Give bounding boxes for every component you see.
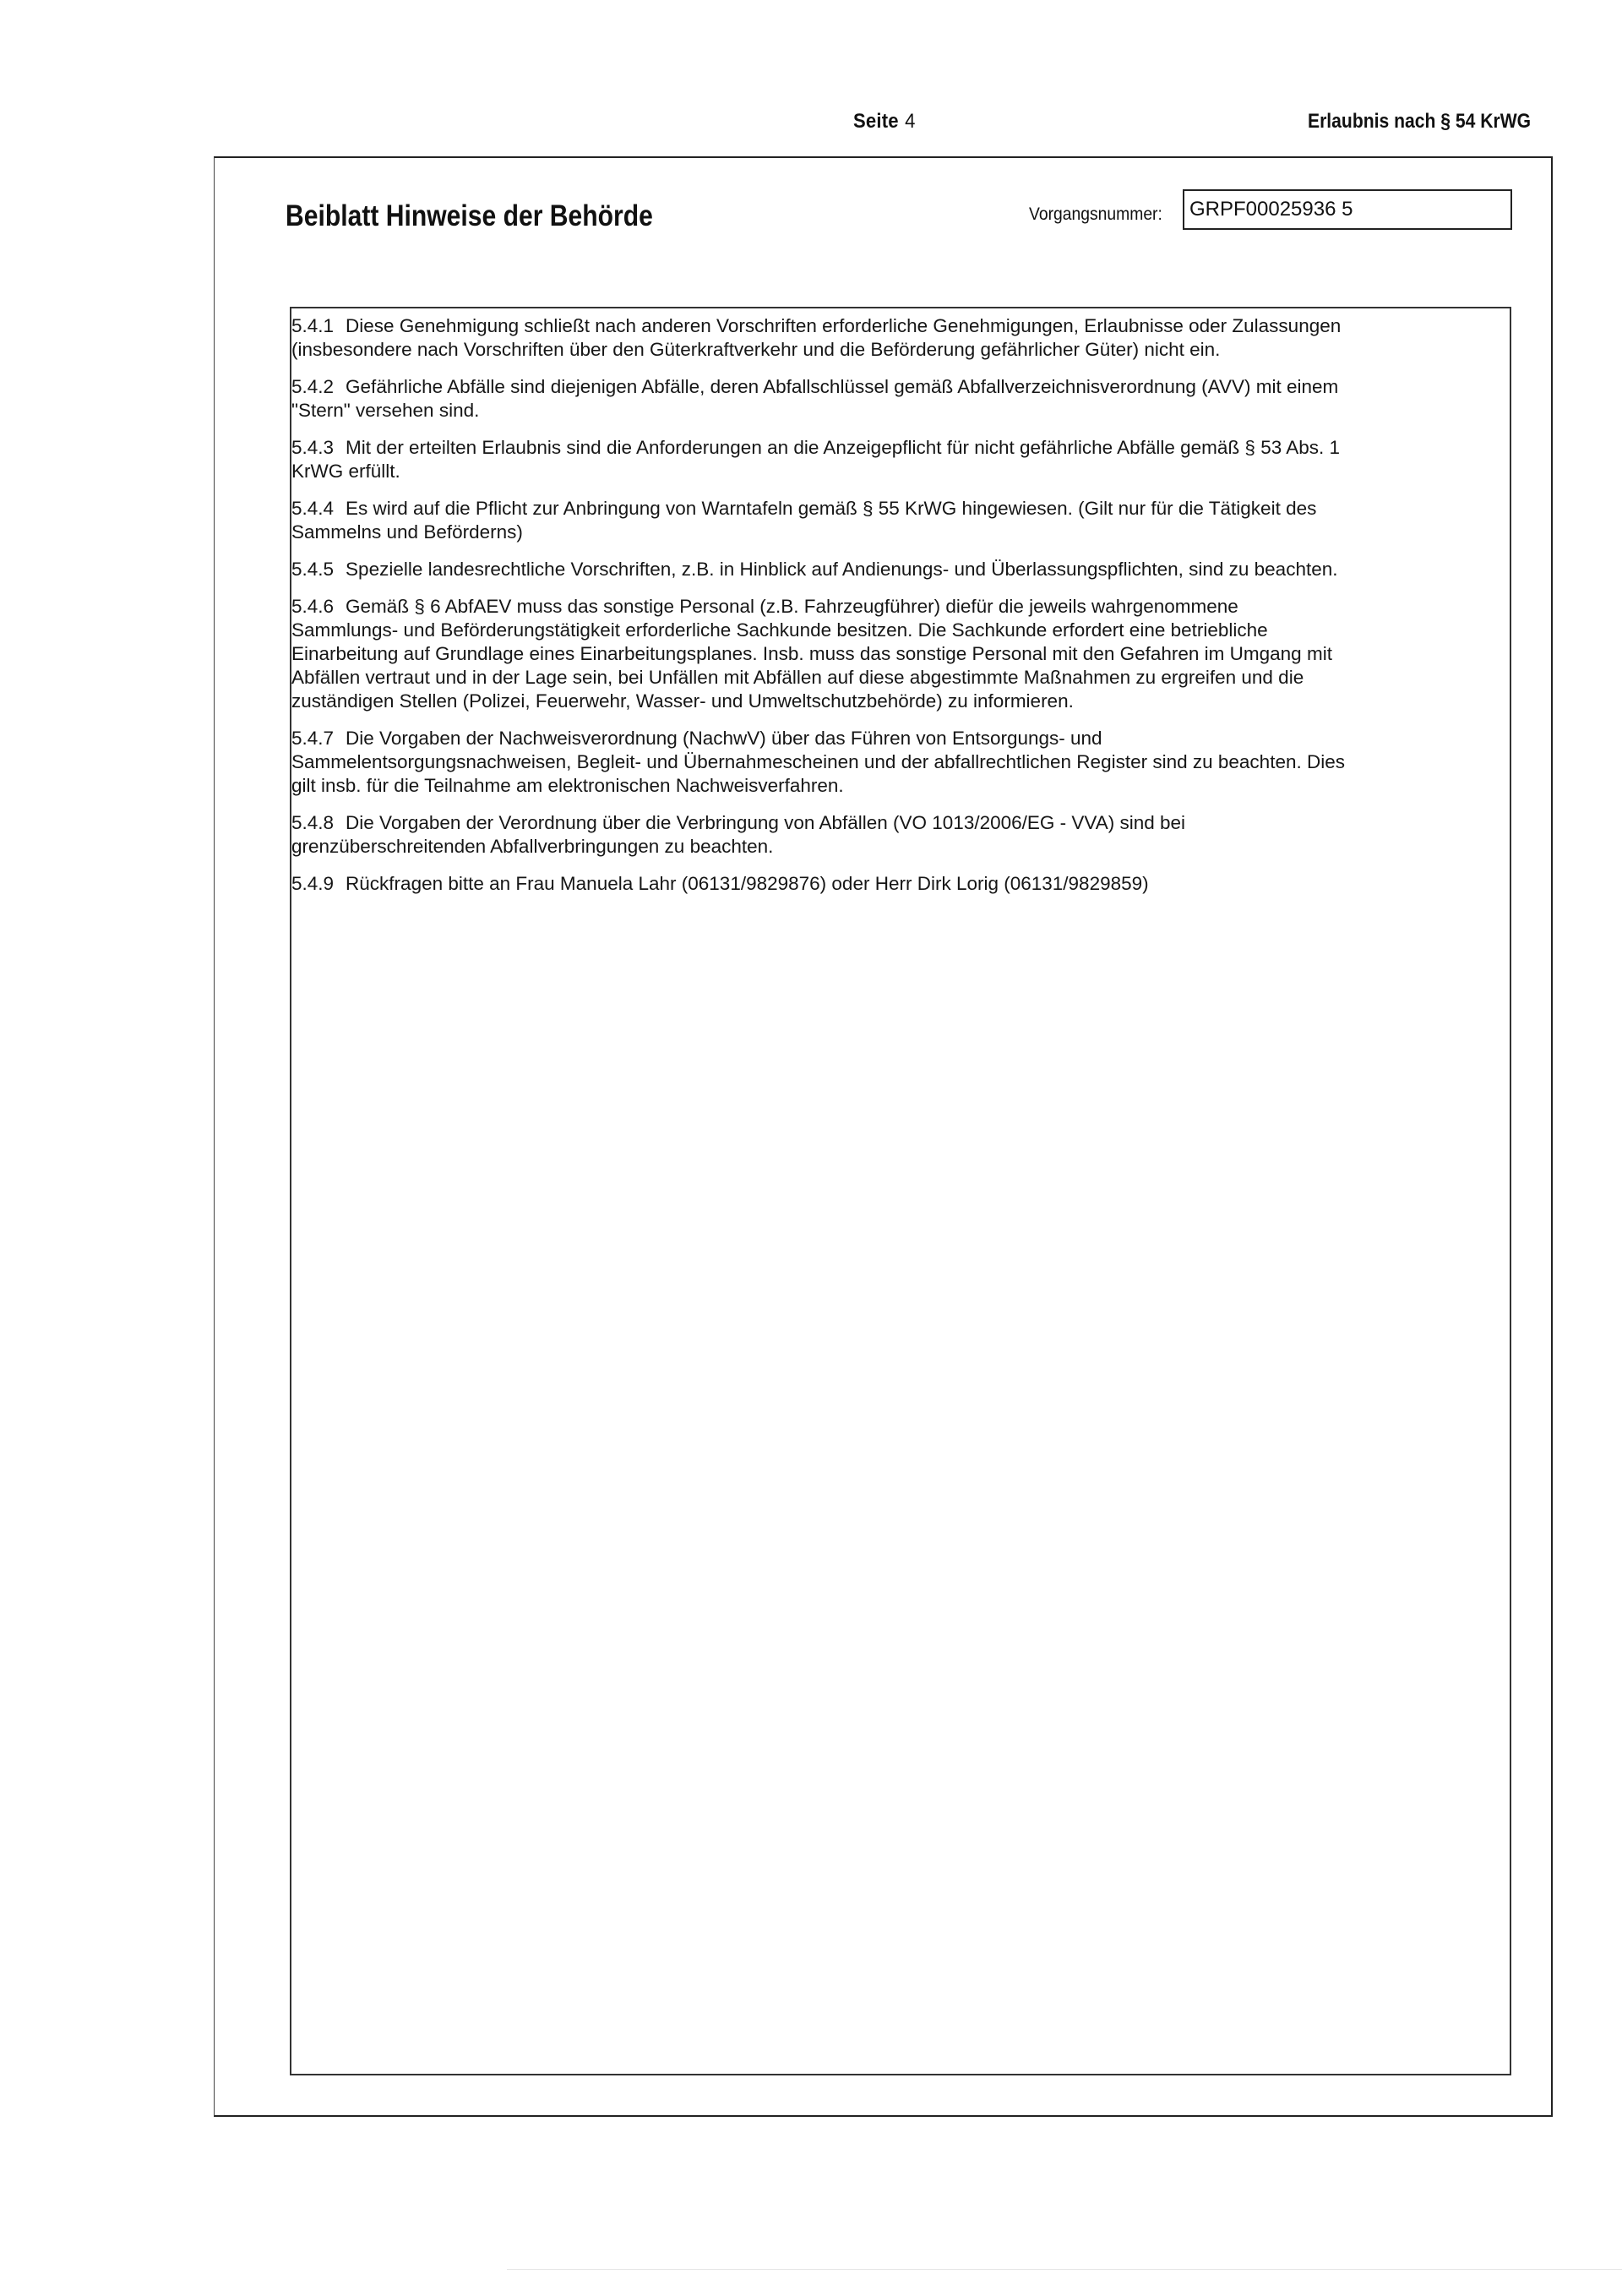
- note-line: Sammlungs- und Beförderungstätigkeit erforderliche Sachkunde besitzen. Die Sachkunde erfordert eine betriebliche: [291, 619, 1268, 641]
- note-5-4-7: [291, 727, 1491, 798]
- note-number: 5.4.9: [291, 873, 335, 894]
- sheet-title: Beiblatt Hinweise der Behörde: [286, 199, 653, 232]
- note-line: Gefährliche Abfälle sind diejenigen Abfälle, deren Abfallschlüssel gemäß Abfallverzeichnisverordnung (AVV) mit einem: [346, 376, 1339, 397]
- note-5-4-4: [291, 497, 1491, 544]
- note-number: 5.4.7: [291, 728, 335, 749]
- note-number: 5.4.5: [291, 559, 335, 580]
- page-label: Seite: [853, 110, 899, 133]
- note-line: Einarbeitung auf Grundlage eines Einarbeitungsplanes. Insb. muss das sonstige Personal mit den Gefahren im Umgang mit: [291, 643, 1332, 664]
- note-line: Diese Genehmigung schließt nach anderen Vorschriften erforderliche Genehmigungen, Erlaubnisse oder Zulassungen: [346, 315, 1342, 336]
- note-5-4-6: [291, 595, 1491, 713]
- note-number: 5.4.4: [291, 498, 335, 519]
- note-5-4-8: [291, 811, 1491, 859]
- note-line: Die Vorgaben der Verordnung über die Verbringung von Abfällen (VO 1013/2006/EG - VVA) sind bei: [346, 812, 1186, 833]
- notes-list: [291, 314, 1491, 909]
- note-line: Sammelns und Beförderns): [291, 521, 523, 543]
- note-line: Gemäß § 6 AbfAEV muss das sonstige Personal (z.B. Fahrzeugführer) diefür die jeweils wahrgenommene: [346, 596, 1238, 617]
- note-5-4-2: [291, 375, 1491, 423]
- note-line: (insbesondere nach Vorschriften über den Güterkraftverkehr und die Beförderung gefährlicher Güter) nicht ein.: [291, 339, 1221, 360]
- note-5-4-1: [291, 314, 1491, 362]
- note-number: 5.4.6: [291, 596, 335, 617]
- note-line: gilt insb. für die Teilnahme am elektronischen Nachweisverfahren.: [291, 775, 844, 796]
- page-number: [853, 110, 916, 134]
- case-number-field: GRPF00025936 5: [1183, 189, 1512, 230]
- note-number: 5.4.1: [291, 315, 335, 336]
- note-line: KrWG erfüllt.: [291, 461, 400, 482]
- note-line: zuständigen Stellen (Polizei, Feuerwehr, Wasser- und Umweltschutzbehörde) zu informieren.: [291, 690, 1074, 712]
- note-line: Mit der erteilten Erlaubnis sind die Anforderungen an die Anzeigepflicht für nicht gefährliche Abfälle gemäß § 53 Abs. 1: [346, 437, 1341, 458]
- note-line: Es wird auf die Pflicht zur Anbringung von Warntafeln gemäß § 55 KrWG hingewiesen. (Gilt nur für die Tätigkeit des: [346, 498, 1317, 519]
- note-line: Rückfragen bitte an Frau Manuela Lahr (06131/9829876) oder Herr Dirk Lorig (06131/9829859): [346, 873, 1149, 894]
- note-line: Die Vorgaben der Nachweisverordnung (NachwV) über das Führen von Entsorgungs- und: [346, 728, 1102, 749]
- note-line: Sammelentsorgungsnachweisen, Begleit- und Übernahmescheinen und der abfallrechtlichen Register sind zu beachten. Dies: [291, 751, 1345, 772]
- note-line: Abfällen vertraut und in der Lage sein, bei Unfällen mit Abfällen auf diese abgestimmte Maßnahmen zu ergreifen und die: [291, 667, 1304, 688]
- page-header: [0, 110, 1622, 144]
- note-5-4-5: [291, 558, 1491, 581]
- page-number-value: 4: [905, 110, 916, 133]
- note-line: "Stern" versehen sind.: [291, 400, 480, 421]
- note-number: 5.4.2: [291, 376, 335, 397]
- document-reference: Erlaubnis nach § 54 KrWG: [1308, 110, 1532, 133]
- scan-artifact-line: [507, 2269, 1622, 2270]
- note-5-4-9: [291, 872, 1491, 896]
- note-number: 5.4.3: [291, 437, 335, 458]
- note-number: 5.4.8: [291, 812, 335, 833]
- case-number-label: Vorgangsnummer:: [1029, 205, 1162, 224]
- note-line: Spezielle landesrechtliche Vorschriften, z.B. in Hinblick auf Andienungs- und Überlassungspflichten, sind zu beachten.: [346, 559, 1338, 580]
- note-5-4-3: [291, 436, 1491, 483]
- note-line: grenzüberschreitenden Abfallverbringungen zu beachten.: [291, 836, 774, 857]
